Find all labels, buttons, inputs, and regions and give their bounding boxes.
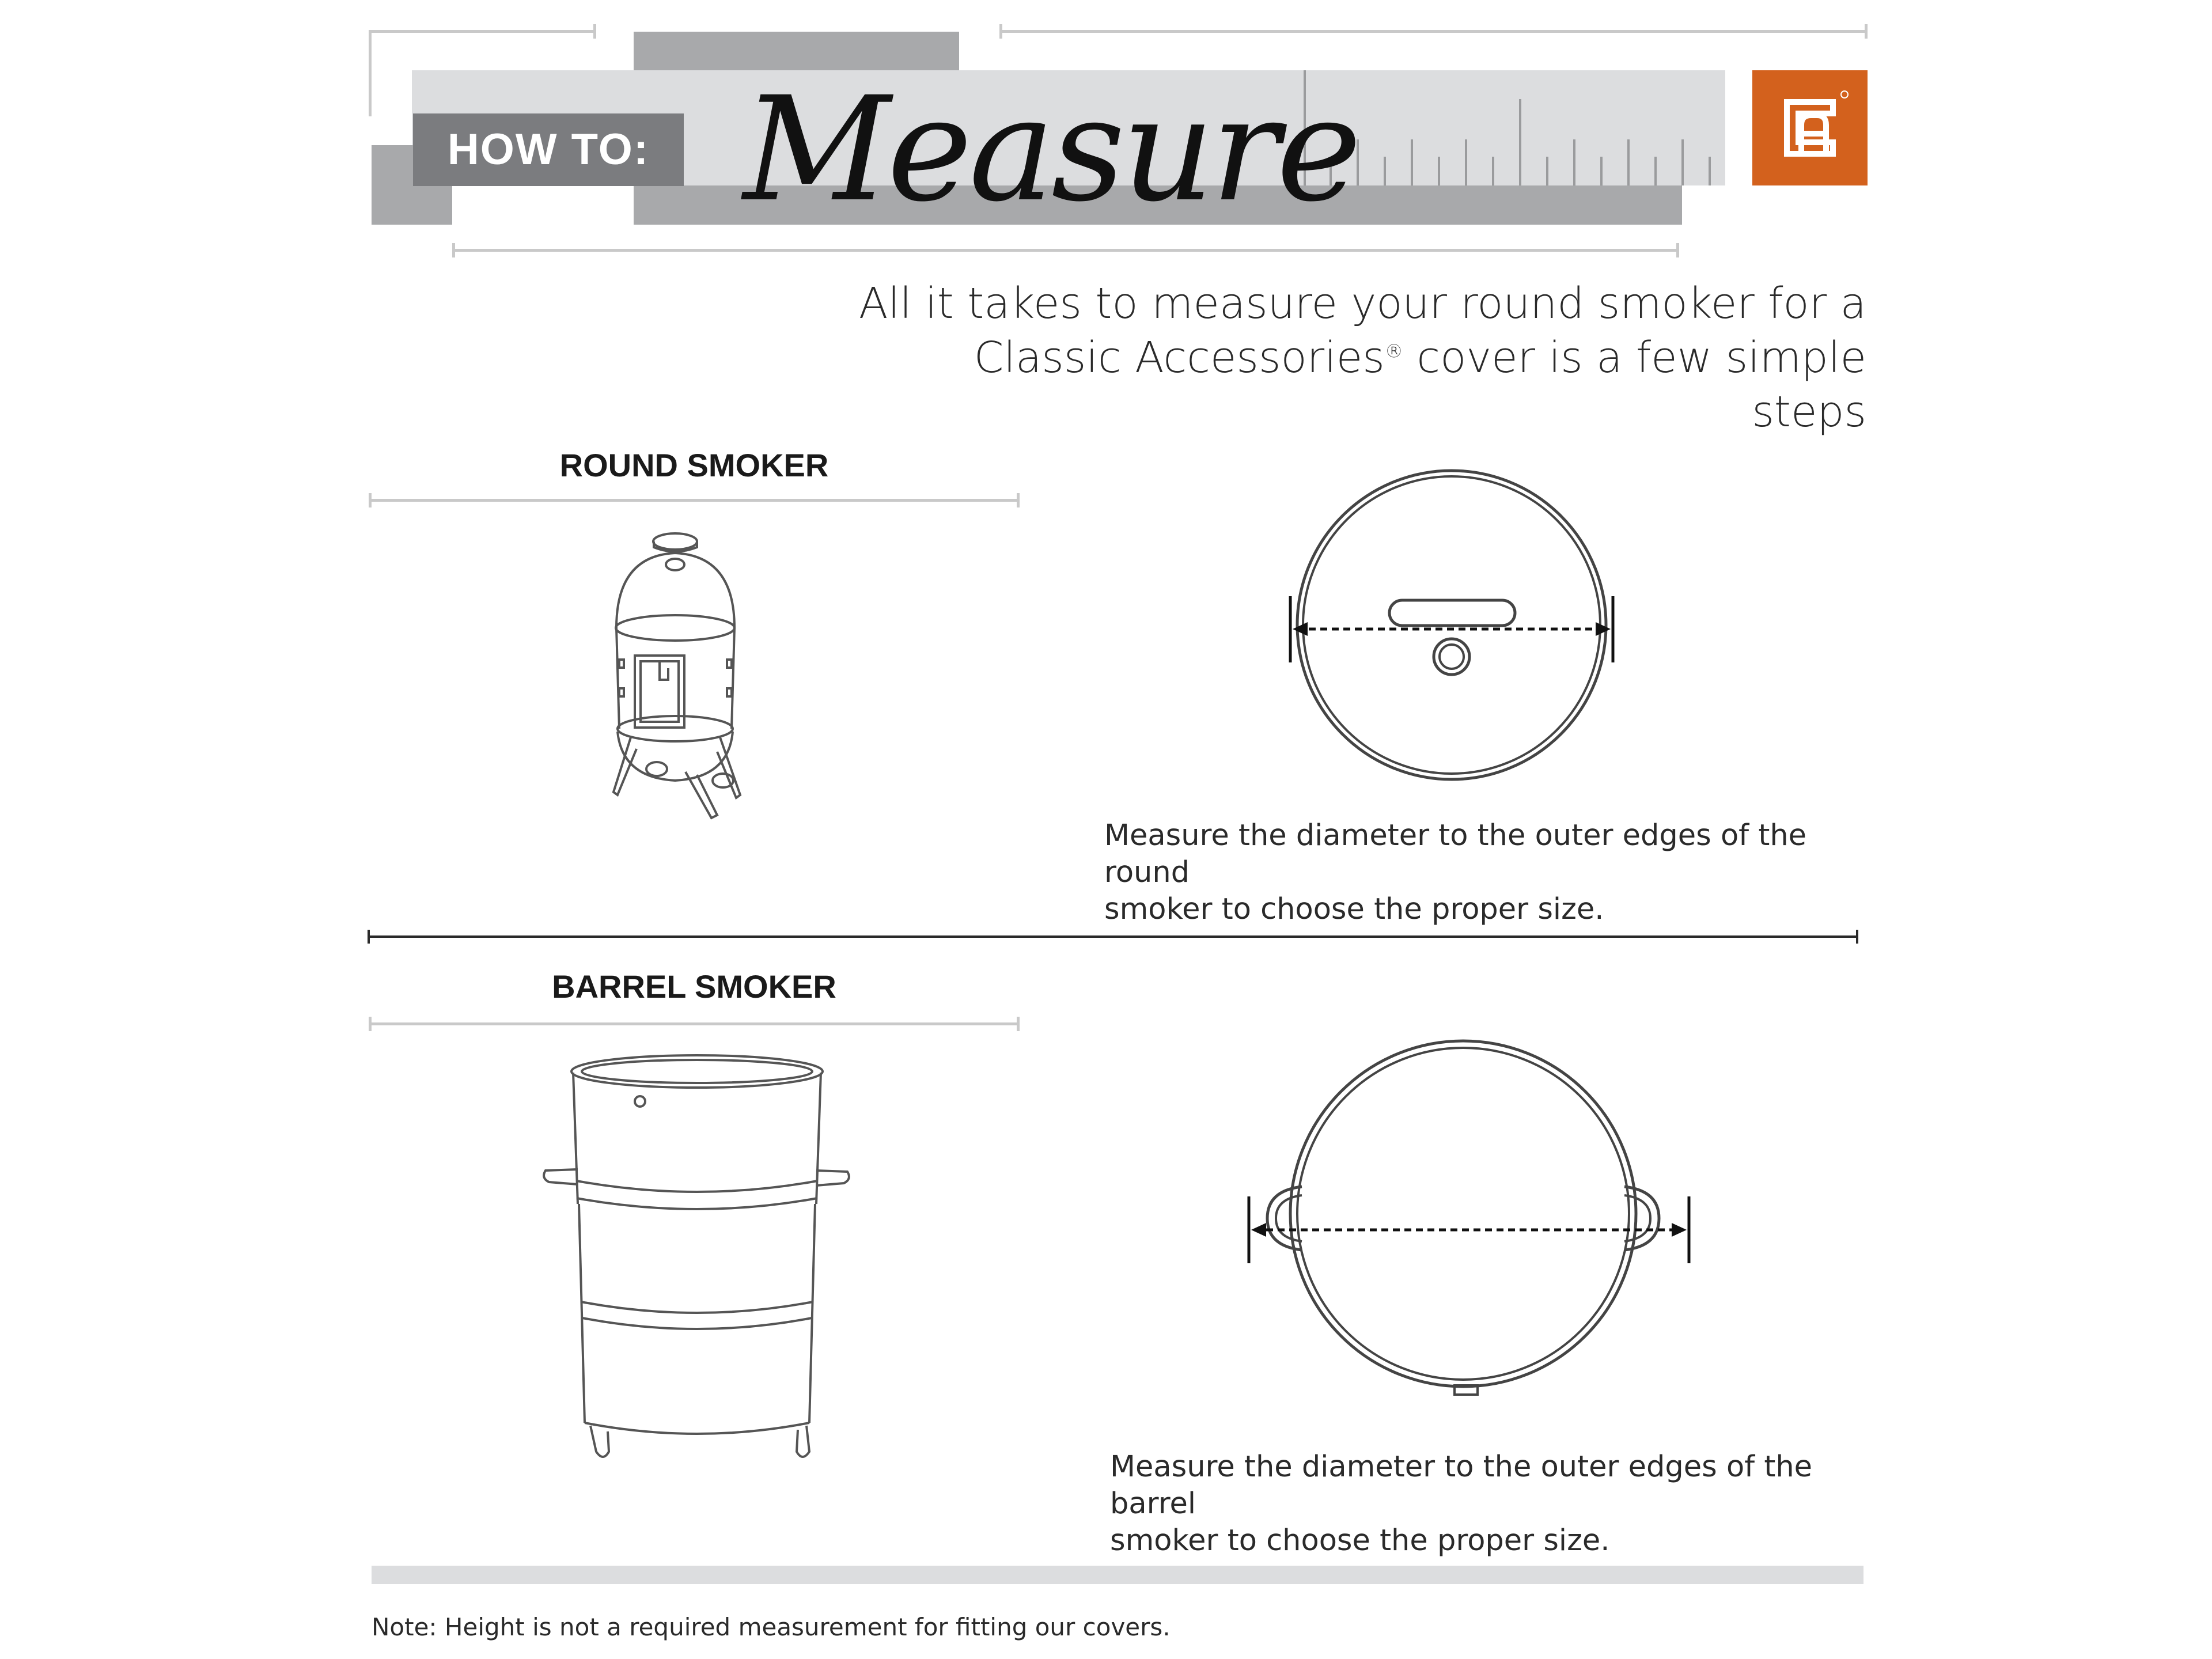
header-top-left-tick (369, 30, 372, 116)
intro-line-1: All it takes to measure your round smoker for a (858, 279, 1866, 328)
barrel-smoker-title: BARREL SMOKER (552, 968, 836, 1005)
page-title: Measure (743, 66, 1358, 233)
round-caption-line-1: Measure the diameter to the outer edges of the round (1104, 819, 1807, 889)
howto-label: HOW TO: (413, 113, 684, 186)
round-smoker-top-view-diagram (1285, 467, 1619, 789)
round-smoker-caption (1104, 817, 1882, 928)
barrel-caption-line-2: smoker to choose the proper size. (1110, 1524, 1610, 1558)
section-divider-end-tick (1856, 930, 1858, 944)
header-bottom-rule (452, 249, 1679, 252)
barrel-smoker-illustration (539, 1048, 855, 1469)
round-rule-end-tick (1017, 493, 1020, 507)
barrel-smoker-top-view-diagram (1244, 1040, 1694, 1417)
round-smoker-title-rule (369, 499, 1020, 502)
barrel-rule-start-tick (369, 1017, 372, 1031)
header-top-left-end-tick (593, 24, 596, 39)
classic-accessories-logo-icon (1752, 70, 1868, 185)
barrel-smoker-caption (1110, 1449, 1888, 1559)
header-top-left-rule (369, 30, 596, 33)
intro-line-2-rest: cover is a few simple steps (1403, 333, 1866, 437)
section-divider-start-tick (368, 930, 370, 944)
intro-line-2 (853, 331, 1866, 439)
header-top-right-rule (999, 30, 1866, 33)
header-top-right-start-tick (999, 24, 1002, 39)
barrel-caption-line-1: Measure the diameter to the outer edges of the barrel (1110, 1450, 1813, 1521)
round-rule-start-tick (369, 493, 372, 507)
section-divider (369, 935, 1858, 938)
round-caption-line-2: smoker to choose the proper size. (1104, 892, 1604, 926)
barrel-smoker-title-rule (369, 1022, 1020, 1025)
header-top-right-end-tick (1865, 24, 1868, 39)
intro-text (853, 276, 1866, 439)
brand-name: Classic Accessories (974, 333, 1385, 382)
header-bottom-end-tick (1676, 243, 1679, 257)
footer-gray-bar (372, 1566, 1863, 1584)
barrel-rule-end-tick (1017, 1017, 1020, 1031)
ca-monogram-icon (1752, 70, 1868, 185)
header-ruler-ticks (1302, 70, 1728, 185)
round-smoker-title: ROUND SMOKER (559, 447, 829, 483)
registered-mark: ® (1384, 340, 1403, 362)
footer-note: Note: Height is not a required measurement for fitting our covers. (372, 1613, 1171, 1641)
header-bottom-start-tick (452, 243, 455, 257)
round-smoker-illustration (599, 524, 766, 830)
